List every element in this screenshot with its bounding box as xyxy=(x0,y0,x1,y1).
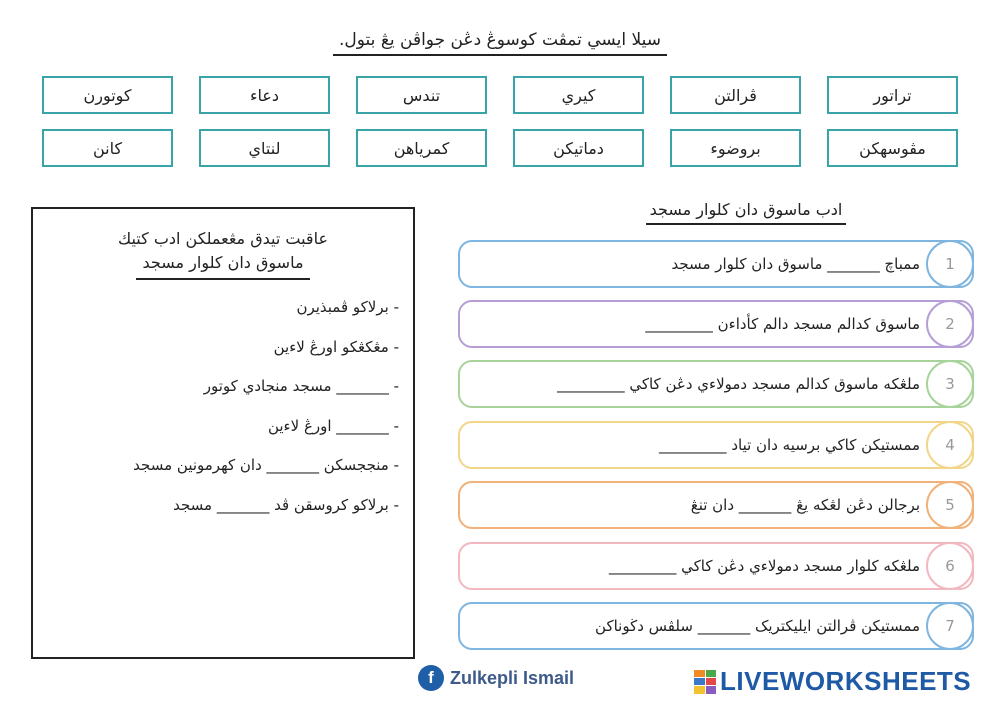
question-text: ملڠكه كلوار مسجد دمولاءي دڠن كاكي _________ xyxy=(608,557,920,575)
consequence-item: - مڠكڠكو اورڠ لاءين xyxy=(273,337,399,356)
question-number: 7 xyxy=(926,602,974,650)
consequences-title-line1: عاقبت تيدق مڠعملكن ادب كتيك xyxy=(117,229,328,248)
consequences-title-line2: ماسوق دان كلوار مسجد xyxy=(136,251,309,280)
word-chip[interactable]: دماتيكن xyxy=(513,129,644,167)
consequence-item[interactable]: - _______ مسجد منجادي كوتور xyxy=(203,377,399,395)
question-row[interactable] xyxy=(458,542,974,590)
liveworksheets-logo-icon xyxy=(694,670,716,694)
question-number: 6 xyxy=(926,542,974,590)
consequences-list xyxy=(43,297,399,534)
word-chip[interactable]: مڤوسهكن xyxy=(827,129,958,167)
question-number: 5 xyxy=(926,481,974,529)
question-text: برجالن دڠن لڠكه يڠ _______ دان تنڠ xyxy=(690,496,920,514)
consequences-title xyxy=(33,227,413,280)
question-number: 1 xyxy=(926,240,974,288)
question-row[interactable] xyxy=(458,421,974,469)
consequence-item[interactable]: - _______ اورڠ لاءين xyxy=(267,416,399,435)
consequence-item: - برلاكو ڤمبذيرن xyxy=(296,298,399,316)
word-chip[interactable]: كانن xyxy=(42,129,173,167)
word-chip[interactable]: تراتور xyxy=(827,76,958,114)
instruction-heading xyxy=(0,30,1000,56)
word-chip[interactable]: بروضوء xyxy=(670,129,801,167)
author-name: Zulkepli Ismail xyxy=(450,667,575,688)
etiquette-title xyxy=(636,200,856,225)
liveworksheets-logo[interactable] xyxy=(694,666,971,697)
question-row[interactable] xyxy=(458,240,974,288)
question-number: 4 xyxy=(926,421,974,469)
author-credit[interactable] xyxy=(418,665,574,691)
question-text: ماسوق كدالم مسجد دالم كأداءن _________ xyxy=(645,315,920,333)
question-text: ممستيكن ڤرالتن ايليكتريک _______ سلڤس دڬوناكن xyxy=(595,617,920,635)
question-row[interactable] xyxy=(458,300,974,348)
question-row[interactable] xyxy=(458,360,974,408)
word-bank xyxy=(41,76,958,168)
word-chip[interactable]: كيري xyxy=(513,76,644,114)
question-text: ملڠكه ماسوق كدالم مسجد دمولاءي دڠن كاكي _________ xyxy=(557,375,920,393)
word-chip[interactable]: لنتاي xyxy=(199,129,330,167)
etiquette-title-text: ادب ماسوق دان كلوار مسجد xyxy=(646,200,847,225)
facebook-icon: f xyxy=(418,665,444,691)
question-text: ممباچ _______ ماسوق دان كلوار مسجد xyxy=(671,255,920,273)
question-row[interactable] xyxy=(458,602,974,650)
consequence-item[interactable]: - برلاكو كروسقن ڤد _______ مسجد xyxy=(173,495,399,514)
word-chip[interactable]: دعاء xyxy=(199,76,330,114)
question-text: ممستيكن كاكي برسيه دان تياد _________ xyxy=(659,436,920,454)
liveworksheets-brand: LIVEWORKSHEETS xyxy=(720,666,972,696)
question-number: 3 xyxy=(926,360,974,408)
word-chip[interactable]: تندس xyxy=(356,76,487,114)
word-chip[interactable]: كمرياهن xyxy=(356,129,487,167)
question-number: 2 xyxy=(926,300,974,348)
consequence-item[interactable]: - منججسكن _______ دان كهرمونين مسجد xyxy=(133,456,399,474)
consequences-box xyxy=(31,207,415,659)
instruction-text: سيلا ايسي تمڤت كوسوڠ دڠن جواڤن يڠ بتول. xyxy=(333,30,667,56)
word-chip[interactable]: ڤرالتن xyxy=(670,76,801,114)
question-row[interactable] xyxy=(458,481,974,529)
word-chip[interactable]: كوتورن xyxy=(42,76,173,114)
